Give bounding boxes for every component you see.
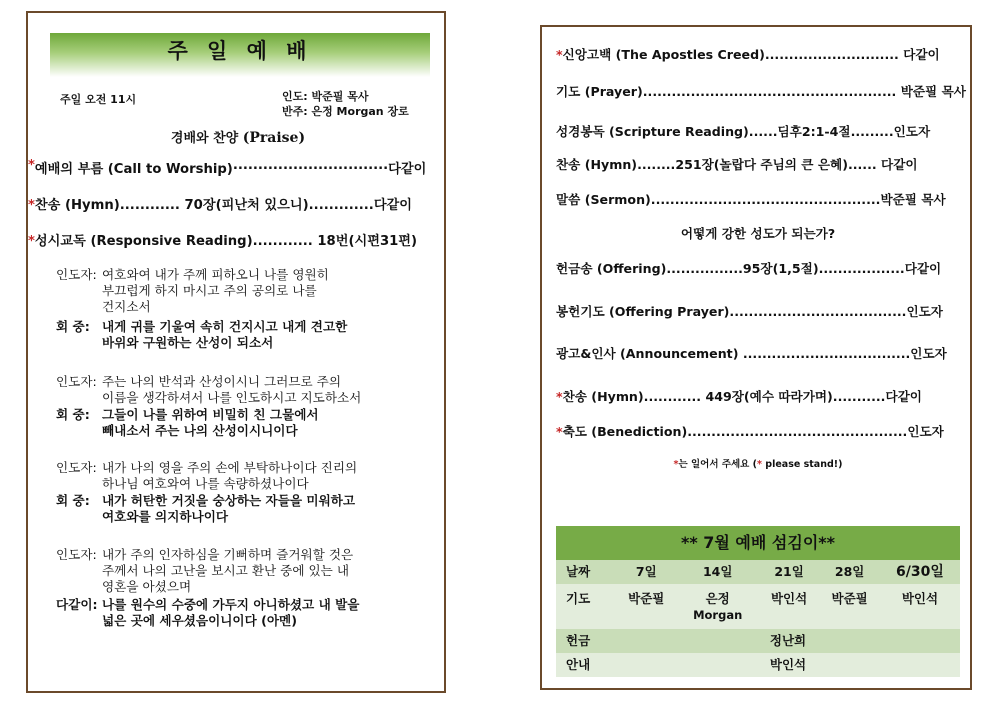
title-banner: [50, 33, 430, 77]
stand-marker: *: [28, 198, 35, 213]
reading-leader-1: 인도자: 여호와여 내가 주께 피하오니 나를 영원히 부끄럽게 하지 마시고 주의 공의로 나를 건지소서: [56, 267, 329, 314]
reading-leader-4: 인도자: 내가 주의 인자하심을 기뻐하며 즐거워할 것은 주께서 나의 고난을 보시고 환난 중에 있는 내 영혼을 아셨으며: [56, 547, 354, 594]
stand-note: *는 일어서 주세요 (* please stand!): [673, 459, 843, 470]
schedule-title: ** 7월 예배 섬김이**: [556, 526, 960, 560]
praise-heading: [28, 127, 448, 146]
hymn-449-item: *찬송 (Hymn)............ 449장(예수 따라가며)...........다같이: [556, 389, 922, 404]
leader-text: 인도: 박준필 목사: [282, 90, 369, 103]
announcement-item: 광고&인사 (Announcement) ...................................인도자: [556, 346, 947, 361]
item-value: 다같이: [373, 198, 413, 213]
table-row: 기도 박준필 은정 Morgan 박인석 박준필 박인석: [556, 584, 960, 629]
item-dots: .............: [308, 198, 374, 213]
scripture-reading-item: 성경봉독 (Scripture Reading)......딤후2:1-4절.........인도자: [556, 124, 931, 139]
left-bulletin-page: [26, 11, 446, 693]
prayer-item: 기도 (Prayer)..................................................... 박준필 목사: [556, 84, 966, 99]
reading-congregation-2: 회 중: 그들이 나를 위하여 비밀히 친 그물에서 빼내소서 주는 나의 산성이시니이다: [56, 407, 319, 438]
sermon-item: 말씀 (Sermon)................................................박준필 목사: [556, 192, 946, 207]
sermon-title: 어떻게 강한 성도가 되는가?: [680, 226, 836, 241]
table-row: 안내 박인석: [556, 653, 960, 677]
hymn-item: [28, 194, 420, 213]
item-label: 성시교독 (Responsive Reading): [34, 234, 253, 249]
reading-all: 다같이: 나를 원수의 수중에 가두지 아니하셨고 내 발을 넓은 곳에 세우셨음이니이다 (아멘): [56, 597, 360, 628]
table-row: 날짜 7일 14일 21일 28일 6/30일: [556, 560, 960, 584]
responsive-reading-item: [28, 230, 420, 249]
reading-congregation-3: 회 중: 내가 허탄한 거짓을 숭상하는 자들을 미워하고 여호와를 의지하나이다: [56, 493, 356, 524]
page-title: 주 일 예 배: [167, 39, 313, 63]
offering-prayer-item: 봉헌기도 (Offering Prayer).....................................인도자: [556, 304, 943, 319]
reading-congregation-1: 회 중: 내게 귀를 기울여 속히 건지시고 내게 견고한 바위와 구원하는 산성이 되소서: [56, 319, 348, 350]
stand-marker: *: [28, 234, 35, 249]
benediction-item: *축도 (Benediction)..............................................인도자: [556, 424, 944, 439]
right-bulletin-page: [540, 25, 972, 690]
praise-prefix: 경배와 찬양: [170, 131, 243, 146]
call-to-worship-item: [28, 158, 427, 177]
apostles-creed-item: *신앙고백 (The Apostles Creed)............................ 다같이: [556, 47, 940, 62]
item-value: 다같이: [388, 162, 427, 177]
item-dots: ............: [252, 234, 313, 249]
item-label: 찬송 (Hymn)............ 70장(피난처 있으니): [34, 198, 309, 213]
item-label: 예배의 부름 (Call to Worship): [34, 162, 233, 177]
praise-english: (Praise): [242, 130, 306, 146]
serving-schedule-table: [556, 526, 960, 677]
service-time: 주일 오전 11시: [60, 93, 137, 106]
table-row: 헌금 정난희: [556, 629, 960, 653]
reading-leader-3: 인도자: 내가 나의 영을 주의 손에 부탁하나이다 진리의 하나님 여호와여 나를 속량하셨나이다: [56, 460, 358, 491]
stand-marker: *: [28, 158, 35, 173]
hymn-251-item: 찬송 (Hymn)........251장(놀랍다 주님의 큰 은혜)...... 다같이: [556, 157, 918, 172]
offering-item: 헌금송 (Offering)................95장(1,5절)..................다같이: [556, 261, 942, 276]
accompanist-text: 반주: 은정 Morgan 장로: [282, 105, 409, 118]
item-dots: ...............................: [232, 158, 389, 173]
reading-leader-2: 인도자: 주는 나의 반석과 산성이시니 그러므로 주의 이름을 생각하셔서 나를 인도하시고 지도하소서: [56, 374, 362, 405]
item-value: 18번(시편31편): [312, 234, 418, 249]
